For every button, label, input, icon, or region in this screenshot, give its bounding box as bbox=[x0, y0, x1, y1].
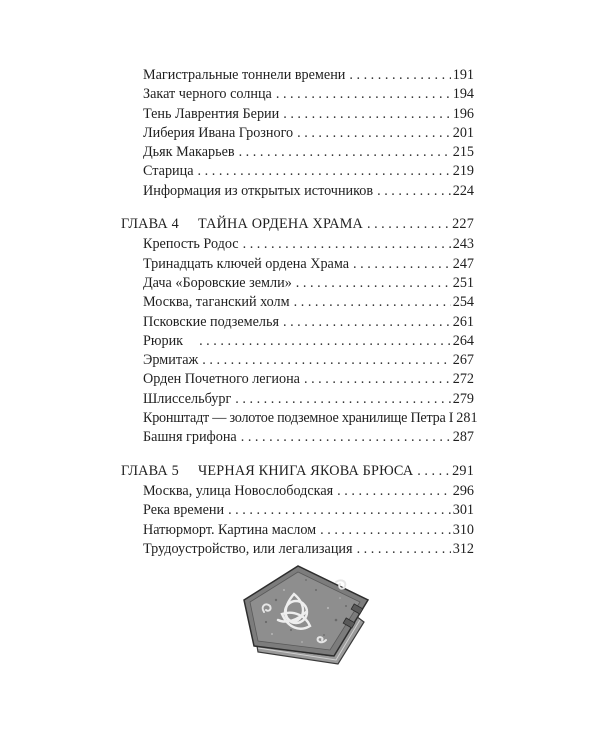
toc-entry[interactable] bbox=[121, 390, 474, 409]
leader-dots bbox=[296, 274, 451, 293]
toc-entry[interactable] bbox=[121, 274, 474, 293]
leader-dots bbox=[294, 293, 451, 312]
leader-dots bbox=[320, 521, 451, 540]
toc-entry[interactable] bbox=[121, 428, 474, 447]
toc-entry[interactable] bbox=[121, 293, 474, 312]
toc-entry[interactable] bbox=[121, 313, 474, 332]
toc-entry-page: 301 bbox=[452, 502, 474, 519]
toc-entry[interactable] bbox=[121, 501, 474, 520]
toc-entry[interactable] bbox=[121, 351, 474, 370]
toc-entry[interactable] bbox=[121, 182, 474, 201]
toc-entry-page: 272 bbox=[452, 371, 474, 388]
leader-dots bbox=[283, 313, 451, 332]
toc-entry-title: Москва, таганский холм bbox=[143, 294, 290, 311]
leader-dots bbox=[283, 105, 450, 124]
book-icon bbox=[236, 560, 376, 670]
leader-dots bbox=[304, 370, 451, 389]
chapter-title: ТАЙНА ОРДЕНА ХРАМА bbox=[198, 216, 363, 233]
chapter-title: ЧЕРНАЯ КНИГА ЯКОВА БРЮСА bbox=[198, 462, 414, 479]
leader-dots bbox=[202, 351, 450, 370]
toc-entry-page: 219 bbox=[452, 163, 474, 180]
toc-entry-page: 251 bbox=[452, 274, 474, 291]
leader-dots bbox=[353, 255, 451, 274]
toc-entry[interactable] bbox=[121, 66, 474, 85]
toc-entry-page: 312 bbox=[452, 540, 474, 557]
toc-entry[interactable] bbox=[121, 143, 474, 162]
toc-entry-page: 247 bbox=[452, 255, 474, 272]
toc-entry-title: Тень Лаврентия Берии bbox=[143, 105, 280, 122]
toc-entry-page: 264 bbox=[452, 332, 474, 349]
toc-entry-page: 310 bbox=[452, 521, 474, 538]
toc-entry-page: 191 bbox=[452, 67, 474, 83]
toc-entry-page: 194 bbox=[452, 86, 474, 103]
toc-entry-title: Натюрморт. Картина маслом bbox=[143, 521, 317, 538]
toc-entry[interactable] bbox=[121, 370, 474, 389]
toc-entry[interactable] bbox=[121, 105, 474, 124]
leader-dots bbox=[276, 85, 451, 104]
leader-dots bbox=[199, 332, 451, 351]
chapter-number: ГЛАВА 5 bbox=[121, 462, 179, 479]
toc-entry-page: 215 bbox=[452, 144, 474, 161]
toc-entry-title: Орден Почетного легиона bbox=[143, 371, 300, 388]
toc-entry-page: 201 bbox=[452, 124, 474, 141]
toc-entry-title: Кронштадт — золотое подземное хранилище Петра I bbox=[143, 410, 454, 427]
leader-dots bbox=[337, 482, 451, 501]
leader-dots bbox=[198, 162, 451, 181]
toc-entry-title: Старица bbox=[143, 163, 194, 180]
toc-entry-title: Магистральные тоннели времени bbox=[143, 67, 346, 83]
toc-entry[interactable] bbox=[121, 521, 474, 540]
toc-entry[interactable] bbox=[121, 124, 474, 143]
toc-entry[interactable] bbox=[121, 409, 478, 428]
toc-entry-title: Дьяк Макарьев bbox=[143, 144, 235, 161]
toc-entry-title: Псковские подземелья bbox=[143, 313, 279, 330]
toc-entry-page: 224 bbox=[452, 182, 474, 199]
toc-chapter-5[interactable] bbox=[121, 462, 474, 481]
toc-entry-page: 196 bbox=[452, 105, 474, 122]
leader-dots bbox=[228, 501, 451, 520]
leader-dots bbox=[241, 428, 451, 447]
chapter-page: 291 bbox=[452, 462, 474, 479]
toc-entry-page: 287 bbox=[452, 429, 474, 446]
table-of-contents bbox=[121, 66, 478, 559]
leader-dots bbox=[417, 462, 450, 481]
toc-entry-title: Трудоустройство, или легализация bbox=[143, 540, 353, 557]
toc-entry[interactable] bbox=[121, 162, 474, 181]
toc-chapter-4[interactable] bbox=[121, 215, 474, 234]
toc-entry[interactable] bbox=[121, 85, 474, 104]
leader-dots bbox=[367, 215, 450, 234]
toc-entry-title: Тринадцать ключей ордена Храма bbox=[143, 255, 350, 272]
toc-entry-page: 279 bbox=[452, 390, 474, 407]
toc-entry-page: 243 bbox=[452, 236, 474, 253]
toc-entry-title: Эрмитаж bbox=[143, 352, 199, 369]
toc-entry-title: Либерия Ивана Грозного bbox=[143, 124, 294, 141]
leader-dots bbox=[243, 235, 451, 254]
toc-entry[interactable] bbox=[121, 255, 474, 274]
toc-entry-title: Закат черного солнца bbox=[143, 86, 272, 103]
toc-entry-title: Крепость Родос bbox=[143, 236, 239, 253]
leader-dots bbox=[377, 182, 451, 201]
leader-dots bbox=[297, 124, 451, 143]
toc-entry-page: 267 bbox=[452, 352, 474, 369]
toc-entry-title: Башня грифона bbox=[143, 429, 237, 446]
toc-entry-title: Дача «Боровские земли» bbox=[143, 274, 292, 291]
chapter-number: ГЛАВА 4 bbox=[121, 216, 179, 233]
toc-entry[interactable] bbox=[121, 235, 474, 254]
toc-entry-page: 254 bbox=[452, 294, 474, 311]
toc-entry-page: 296 bbox=[452, 482, 474, 499]
toc-entry-page: 261 bbox=[452, 313, 474, 330]
toc-entry-title: Рюрик bbox=[143, 332, 184, 349]
toc-entry-title: Шлиссельбург bbox=[143, 390, 232, 407]
leader-dots bbox=[235, 390, 450, 409]
toc-entry-page: 281 bbox=[456, 410, 478, 427]
chapter-page: 227 bbox=[452, 216, 474, 233]
leader-dots bbox=[349, 66, 450, 85]
toc-entry[interactable] bbox=[121, 540, 474, 559]
toc-entry-title: Информация из открытых источников bbox=[143, 182, 374, 199]
toc-entry-title: Москва, улица Новослободская bbox=[143, 482, 334, 499]
toc-entry-title: Река времени bbox=[143, 502, 225, 519]
toc-entry[interactable] bbox=[121, 482, 474, 501]
leader-dots bbox=[357, 540, 451, 559]
leader-dots bbox=[239, 143, 451, 162]
toc-entry[interactable] bbox=[121, 332, 474, 351]
